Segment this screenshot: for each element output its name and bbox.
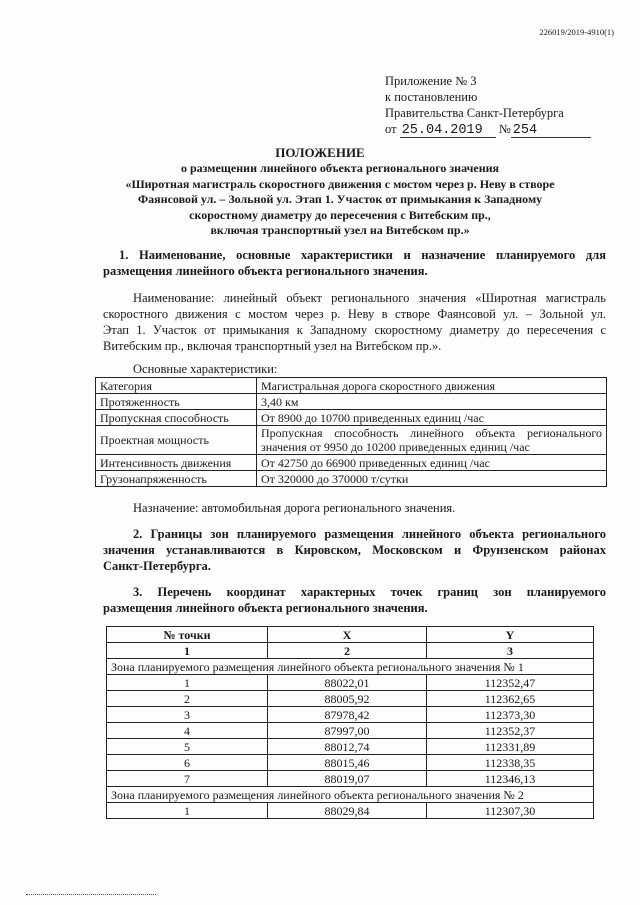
point-number: 2 [107,691,268,707]
coordinate-y: 112352,37 [427,723,594,739]
characteristic-row [96,455,607,471]
purpose-text: Назначение: автомобильная дорога регионального значения. [133,501,456,515]
characteristic-row [96,378,607,394]
characteristic-value [257,455,607,471]
characteristic-value-line: Магистральная дорога скоростного движения [261,378,496,393]
characteristic-row [96,394,607,410]
coordinate-x: 88005,92 [268,691,427,707]
appendix-resolution: к постановлению [385,90,478,104]
subtitle-line: Фаянсовой ул. – Зольной ул. Этап 1. Участок от примыкания к Западному [137,192,543,206]
table-row [107,803,594,819]
point-number: 4 [107,723,268,739]
document-id: 226019/2019-4910(1) [539,27,614,37]
characteristic-value [257,410,607,426]
characteristic-value [257,471,607,487]
point-number: 7 [107,771,268,787]
coordinate-x: 88015,46 [268,755,427,771]
table-row [107,675,594,691]
characteristic-value [257,378,607,394]
zone-title: Зона планируемого размещения линейного объекта регионального значения № 2 [107,787,594,803]
characteristic-row [96,410,607,426]
coordinate-y: 112307,30 [427,803,594,819]
column-number-row [107,643,594,659]
table-row [107,691,594,707]
coordinate-y: 112362,65 [427,691,594,707]
characteristic-key: Грузонапряженность [96,471,257,487]
point-number: 1 [107,803,268,819]
resolution-date: 25.04.2019 [400,124,496,138]
coordinates-table [106,626,594,819]
coordinate-y: 112373,30 [427,707,594,723]
coordinate-y: 112346,13 [427,771,594,787]
characteristic-key: Интенсивность движения [96,455,257,471]
section1-heading: 1. Наименование, основные характеристики и назначение планируемого для размещения линейного объекта регионального значения. [103,248,606,278]
coordinate-x: 88019,07 [268,771,427,787]
coordinate-x: 88012,74 [268,739,427,755]
table-row [107,707,594,723]
table-row [107,723,594,739]
column-header: № точки [107,627,268,643]
document-title: ПОЛОЖЕНИЕ [275,145,365,160]
characteristics-table [95,377,607,487]
characteristic-row [96,471,607,487]
coordinate-y: 112331,89 [427,739,594,755]
coordinate-x: 88029,84 [268,803,427,819]
point-number: 6 [107,755,268,771]
subtitle-line: скоростному диаметру до пересечения с Витебским пр., [189,207,491,222]
column-number: 3 [427,643,594,659]
characteristics-label: Основные характеристики: [133,362,278,376]
coordinate-y: 112352,47 [427,675,594,691]
point-number: 5 [107,739,268,755]
appendix-block [385,73,591,138]
subtitle-line: о размещении линейного объекта регионального значения [180,161,500,175]
from-label: от [385,122,397,136]
characteristic-key: Проектная мощность [96,426,257,455]
resolution-number: 254 [511,124,591,138]
header-row [107,627,594,643]
section3-heading: 3. Перечень координат характерных точек границ зон планируемого размещения линейного объекта регионального значения. [103,585,606,615]
characteristic-key: Пропускная способность [96,410,257,426]
characteristic-value-line: От 8900 до 10700 приведенных единиц /час [261,410,484,425]
characteristic-value [257,426,607,455]
section1-name-text: Наименование: линейный объект регионального значения «Широтная магистраль скоростного движения с мостом через р. Неву в створе Фаянсовой ул. – Зольной ул. Этап 1. Участок от примыкания к Западному скоростному диаметру до пересечения с Витебским пр., включая транспортный узел на Витебском пр.». [103,291,606,353]
column-number: 1 [107,643,268,659]
characteristic-value-line: От 42750 до 66900 приведенных единиц /час [261,455,490,470]
coordinate-x: 87997,00 [268,723,427,739]
appendix-number: Приложение № 3 [385,74,477,88]
zone-row [107,787,594,803]
subtitle-line: «Широтная магистраль скоростного движения с мостом через р. Неву в створе [125,176,555,191]
document-subtitle [110,161,570,239]
column-header: Y [427,627,594,643]
number-label: № [498,122,511,136]
point-number: 3 [107,707,268,723]
zone-row [107,659,594,675]
section2-text: 2. Границы зон планируемого размещения линейного объекта регионального значения устанавливаются в Кировском, Московском и Фрунзенском районах Санкт-Петербурга. [103,527,606,573]
column-header: X [268,627,427,643]
characteristic-value-line: 3,40 км [261,394,299,409]
coordinate-x: 87978,42 [268,707,427,723]
characteristic-value-line: значения от 9950 до 10200 приведенных единиц /час [261,440,530,454]
coordinate-x: 88022,01 [268,675,427,691]
table-row [107,739,594,755]
table-row [107,771,594,787]
characteristic-value [257,394,607,410]
column-number: 2 [268,643,427,659]
zone-title: Зона планируемого размещения линейного объекта регионального значения № 1 [107,659,594,675]
table-row [107,755,594,771]
footer-mark [26,894,156,895]
characteristic-row [96,426,607,455]
characteristic-key: Протяженность [96,394,257,410]
subtitle-line: включая транспортный узел на Витебском пр.» [210,223,470,237]
characteristic-value-line: От 320000 до 370000 т/сутки [261,471,409,486]
characteristic-value-line: Пропускная способность линейного объекта регионального [261,426,602,440]
characteristic-key: Категория [96,378,257,394]
point-number: 1 [107,675,268,691]
appendix-date-row [385,121,591,138]
appendix-government: Правительства Санкт-Петербурга [385,106,564,120]
coordinate-y: 112338,35 [427,755,594,771]
